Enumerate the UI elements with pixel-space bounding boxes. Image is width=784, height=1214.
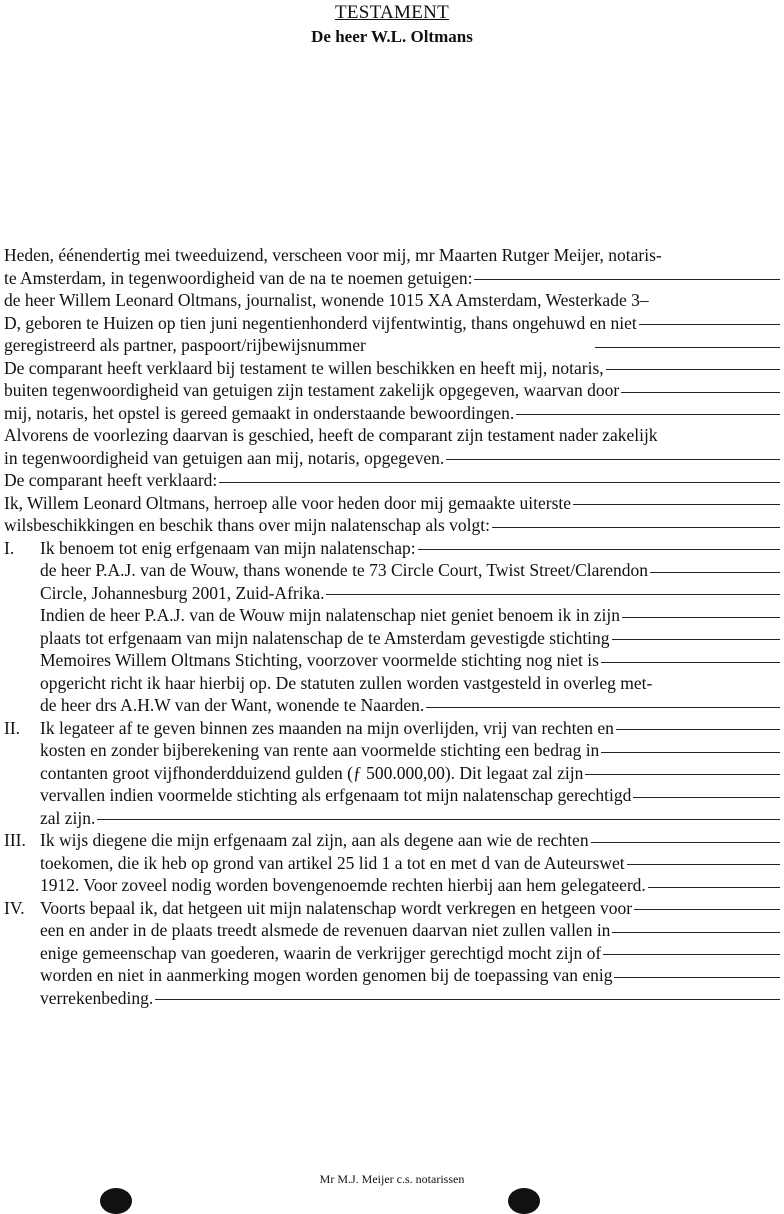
text-line [4,244,780,267]
fill-dash-line [612,638,780,640]
text-line [4,402,780,425]
line-text: te Amsterdam, in tegenwoordigheid van de na te noemen getuigen: [4,267,473,288]
fill-dash-line [601,661,780,663]
document-subtitle: De heer W.L. Oltmans [311,27,473,46]
article-line [4,717,780,740]
text-line [4,379,780,402]
document-body [4,244,780,1009]
fill-dash-line [603,953,780,955]
text-line [4,582,780,605]
fill-dash-line [622,616,780,618]
line-text: Ik legateer af te geven binnen zes maanden na mijn overlijden, vrij van rechten en [40,717,614,738]
fill-dash-line [573,503,780,505]
line-text: een en ander in de plaats treedt alsmede de revenuen daarvan niet zullen vallen in [40,920,611,940]
text-line [4,784,780,807]
line-text: Heden, éénendertig mei tweeduizend, verscheen voor mij, mr Maarten Rutger Meijer, notaris- [4,245,662,265]
fill-dash-line [219,481,780,483]
article-number: I. [4,537,15,558]
text-line [4,334,780,357]
line-text: geregistreerd als partner, paspoort/rijbewijsnummer [4,335,366,355]
text-line [4,469,780,492]
binding-hole-left [100,1188,132,1214]
fill-dash-line [155,998,780,1000]
fill-dash-line [426,706,780,708]
text-line [4,447,780,470]
text-line [4,694,780,717]
line-text: opgericht richt ik haar hierbij op. De statuten zullen worden vastgesteld in overleg met- [40,672,653,693]
article-line [4,897,780,920]
text-line [4,627,780,650]
line-text: zal zijn. [40,807,96,828]
text-line [4,649,780,672]
line-text: Ik benoem tot enig erfgenaam van mijn nalatenschap: [40,537,416,558]
text-line [4,357,780,380]
text-line [4,762,780,785]
fill-dash-line [616,728,780,730]
document-title: TESTAMENT [334,2,450,23]
fill-dash-line [418,548,780,550]
text-line [4,942,780,965]
fill-dash-line [621,391,780,393]
fill-dash-line [516,413,780,415]
line-text: contanten groot vijfhonderdduizend gulden (ƒ 500.000,00). Dit legaat zal zijn [40,762,584,783]
line-text: Ik wijs diegene die mijn erfgenaam zal zijn, aan als degene aan wie de rechten [40,830,589,850]
fill-dash-line [612,931,780,933]
fill-dash-line [633,796,780,798]
line-text: in tegenwoordigheid van getuigen aan mij, notaris, opgegeven. [4,447,445,468]
line-text: De comparant heeft verklaard: [4,470,218,490]
fill-dash-line [601,751,780,753]
text-line [4,492,780,515]
line-text: Circle, Johannesburg 2001, Zuid-Afrika. [40,582,325,603]
line-text: Ik, Willem Leonard Oltmans, herroep alle voor heden door mij gemaakte uiterste [4,492,572,513]
article-number: II. [4,717,21,738]
line-text: mij, notaris, het opstel is gereed gemaakt in onderstaande bewoordingen. [4,402,515,423]
fill-dash-line [606,368,780,370]
text-line [4,919,780,942]
line-text: 1912. Voor zoveel nodig worden bovengenoemde rechten hierbij aan hem gelegateerd. [40,875,646,895]
line-text: De comparant heeft verklaard bij testament te willen beschikken en heeft mij, notaris, [4,357,604,378]
article-number: IV. [4,897,25,918]
fill-dash-line [650,571,780,573]
line-text: de heer drs A.H.W van der Want, wonende te Naarden. [40,695,425,715]
fill-dash-line [639,323,780,325]
line-text: kosten en zonder bijberekening van rente aan voormelde stichting een bedrag in [40,740,600,760]
line-text: toekomen, die ik heb op grond van artikel 25 lid 1 a tot en met d van de Auteurswet [40,852,625,873]
fill-dash-line [614,976,780,978]
fill-dash-line [591,841,780,843]
text-line [4,874,780,897]
line-text: plaats tot erfgenaam van mijn nalatenschap de te Amsterdam gevestigde stichting [40,627,610,648]
line-text: D, geboren te Huizen op tien juni negentienhonderd vijfentwintig, thans ongehuwd en niet [4,312,637,333]
fill-dash-line [627,863,780,865]
fill-dash-line [492,526,780,528]
line-text: verrekenbeding. [40,987,154,1008]
fill-dash-line [474,278,780,280]
text-line [4,604,780,627]
line-text: de heer P.A.J. van de Wouw, thans wonende te 73 Circle Court, Twist Street/Clarendon [40,560,648,580]
text-line [4,739,780,762]
fill-dash-line [585,773,780,775]
text-line [4,964,780,987]
text-line [4,559,780,582]
line-text: Memoires Willem Oltmans Stichting, voorzover voormelde stichting nog niet is [40,650,599,670]
fill-dash-line [97,818,780,820]
text-line [4,514,780,537]
line-text: buiten tegenwoordigheid van getuigen zijn testament zakelijk opgegeven, waarvan door [4,380,620,400]
fill-dash-line [648,886,780,888]
fill-dash-line [595,346,780,348]
fill-dash-line [326,593,780,595]
text-line [4,312,780,335]
line-text: de heer Willem Leonard Oltmans, journalist, wonende 1015 XA Amsterdam, Westerkade 3– [4,290,649,310]
article-number: III. [4,830,26,850]
line-text: Voorts bepaal ik, dat hetgeen uit mijn nalatenschap wordt verkregen en hetgeen voor [40,897,633,918]
text-line [4,807,780,830]
line-text: vervallen indien voormelde stichting als erfgenaam tot mijn nalatenschap gerechtigd [40,785,632,805]
line-text: Indien de heer P.A.J. van de Wouw mijn nalatenschap niet geniet benoem ik in zijn [40,605,620,625]
text-line [4,852,780,875]
footer-notary: Mr M.J. Meijer c.s. notarissen [319,1172,465,1186]
fill-dash-line [446,458,780,460]
article-line [4,537,780,560]
text-line [4,672,780,695]
line-text: wilsbeschikkingen en beschik thans over mijn nalatenschap als volgt: [4,515,491,535]
article-line [4,829,780,852]
text-line [4,267,780,290]
fill-dash-line [634,908,780,910]
line-text: worden en niet in aanmerking mogen worden genomen bij de toepassing van enig [40,965,613,985]
text-line [4,424,780,447]
line-text: enige gemeenschap van goederen, waarin de verkrijger gerechtigd mocht zijn of [40,942,602,963]
binding-hole-right [508,1188,540,1214]
text-line [4,289,780,312]
line-text: Alvorens de voorlezing daarvan is geschied, heeft de comparant zijn testament nader zakelijk [4,425,658,445]
text-line [4,987,780,1010]
